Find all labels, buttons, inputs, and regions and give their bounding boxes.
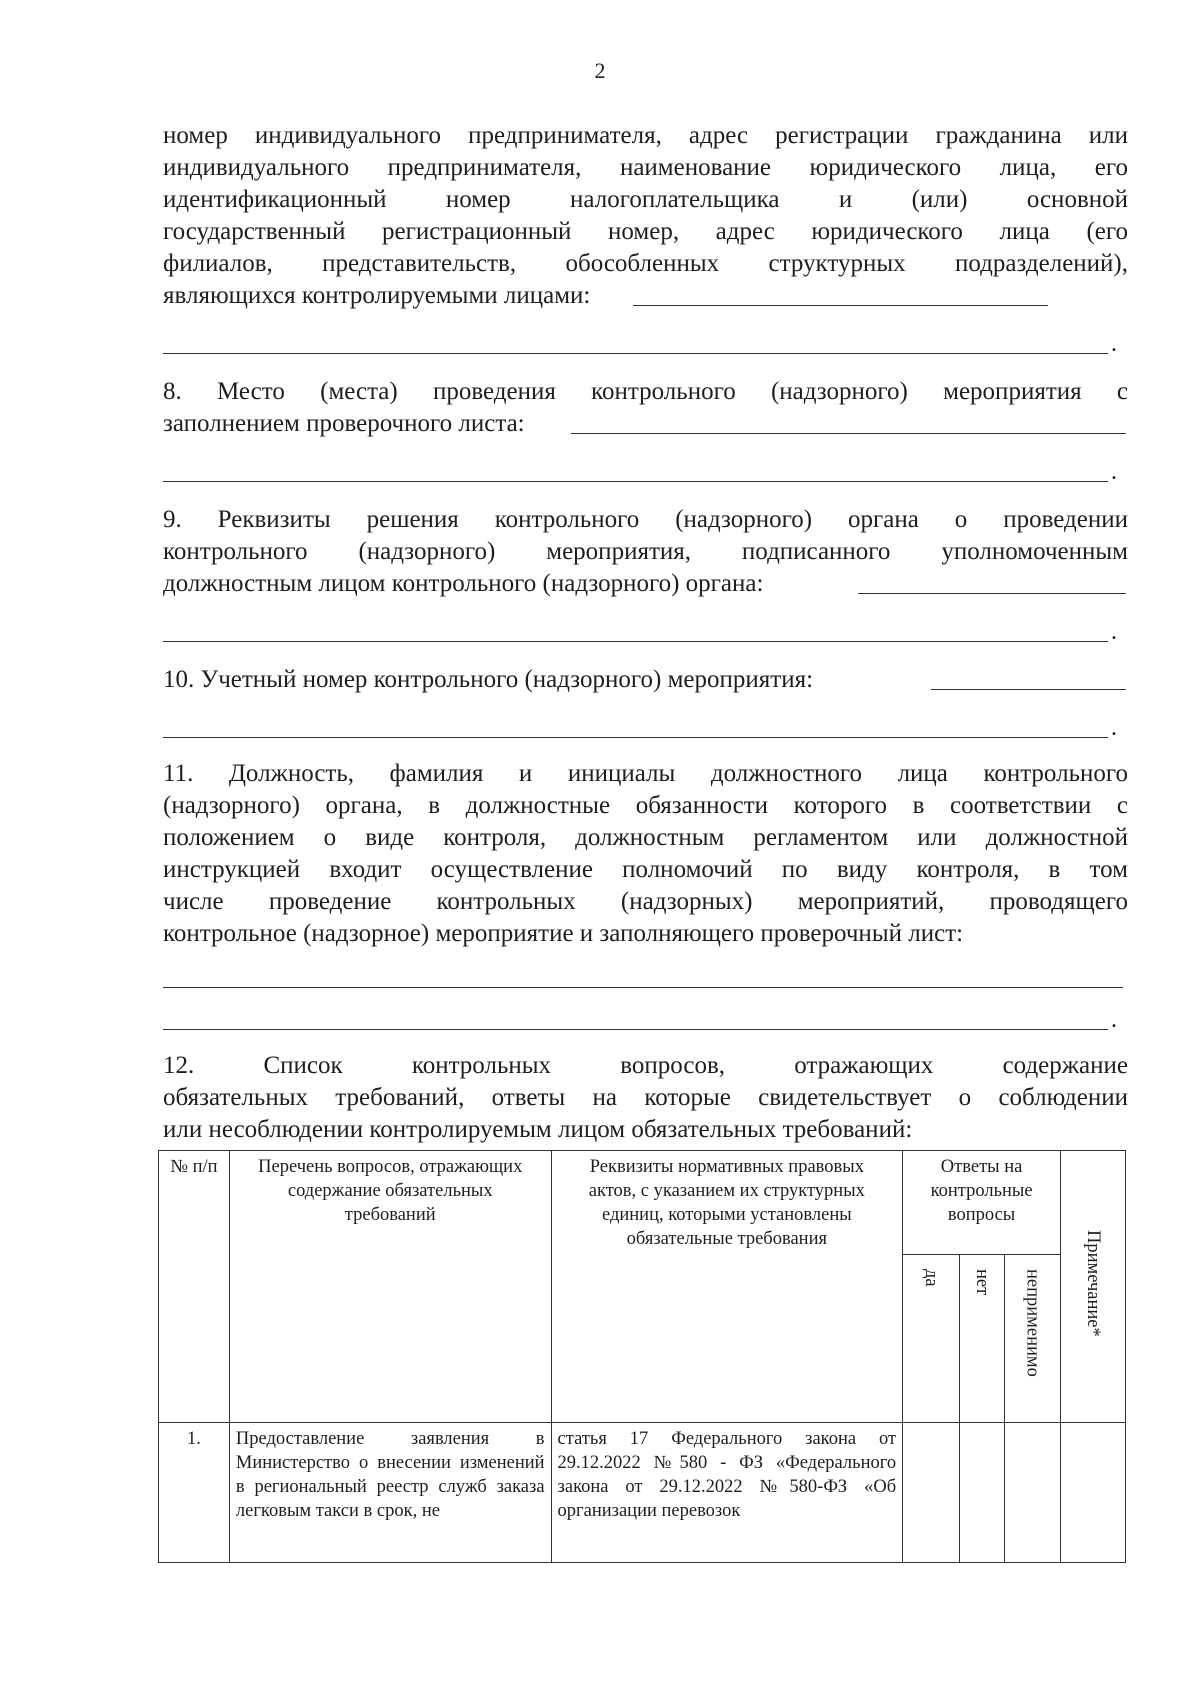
fill-line[interactable] xyxy=(931,689,1126,690)
blank-line[interactable]: . xyxy=(163,612,1128,646)
answer-na-cell[interactable] xyxy=(1005,1423,1061,1563)
section-8-text: 8. Место (места) проведения контрольного (надзорного) мероприятия с xyxy=(163,378,1128,405)
section-8 xyxy=(163,376,1128,486)
document-body xyxy=(163,120,1128,1146)
section-12-text: обязательных требований, ответы на которые свидетельствует о соблюдении xyxy=(163,1084,1128,1111)
section-11-text: 11. Должность, фамилия и инициалы должностного лица контрольного xyxy=(163,760,1128,787)
blank-line[interactable]: . xyxy=(163,708,1128,742)
blank-line[interactable]: . xyxy=(163,452,1128,486)
section-9-text: должностным лицом контрольного (надзорного) органа: xyxy=(163,570,764,597)
header-number: № п/п xyxy=(159,1151,230,1423)
note-cell[interactable] xyxy=(1061,1423,1126,1563)
intro-paragraph xyxy=(163,120,1128,358)
header-requisites: Реквизиты нормативных правовых актов, с указанием их структурных единиц, которыми установлены обязательные требования xyxy=(551,1151,903,1423)
section-11-text: положением о виде контроля, должностным регламентом или должностной xyxy=(163,824,1128,851)
section-8-text: заполнением проверочного листа: xyxy=(163,410,525,437)
row-question: Предоставление заявления в Министерство о внесении изменений в региональный реестр служб заказа легковым такси в срок, не xyxy=(229,1423,551,1563)
intro-line: государственный регистрационный номер, адрес юридического лица (его xyxy=(163,218,1128,245)
row-requisite: статья 17 Федерального закона от 29.12.2022 №580 - ФЗ «Федерального закона от 29.12.2022 №580-ФЗ «Об организации перевозок xyxy=(551,1423,903,1563)
blank-line[interactable]: . xyxy=(163,324,1128,358)
intro-line: индивидуального предпринимателя, наименование юридического лица, его xyxy=(163,154,1128,181)
page-number: 2 xyxy=(594,58,606,83)
blank-line[interactable]: . xyxy=(163,1000,1128,1034)
section-11-text: (надзорного) органа, в должностные обязанности которого в соответствии с xyxy=(163,792,1128,819)
section-9-text: контрольного (надзорного) мероприятия, подписанного уполномоченным xyxy=(163,538,1128,565)
header-no: нет xyxy=(960,1255,1005,1423)
section-10 xyxy=(163,664,1128,742)
answer-yes-cell[interactable] xyxy=(903,1423,960,1563)
header-note: Примечание* xyxy=(1061,1151,1126,1423)
header-yes: да xyxy=(903,1255,960,1423)
intro-line: номер индивидуального предпринимателя, адрес регистрации гражданина или xyxy=(163,122,1128,149)
fill-line[interactable] xyxy=(571,433,1126,434)
fill-line[interactable] xyxy=(858,593,1126,594)
header-not-applicable: неприменимо xyxy=(1005,1255,1061,1423)
fill-line[interactable] xyxy=(633,305,1048,306)
section-11 xyxy=(163,758,1128,1034)
table-header-row xyxy=(159,1151,1126,1255)
section-12-text: или несоблюдении контролируемым лицом обязательных требований: xyxy=(163,1116,913,1143)
intro-line: являющихся контролируемыми лицами: xyxy=(163,282,591,309)
section-9 xyxy=(163,504,1128,646)
row-number: 1. xyxy=(159,1423,230,1563)
header-questions: Перечень вопросов, отражающих содержание обязательных требований xyxy=(229,1151,551,1423)
intro-line: филиалов, представительств, обособленных структурных подразделений), xyxy=(163,250,1128,277)
checklist-table xyxy=(158,1150,1126,1563)
section-10-text: 10. Учетный номер контрольного (надзорного) мероприятия: xyxy=(163,666,814,693)
section-11-text: инструкцией входит осуществление полномочий по виду контроля, в том xyxy=(163,856,1128,883)
section-9-text: 9. Реквизиты решения контрольного (надзорного) органа о проведении xyxy=(163,506,1128,533)
table-row xyxy=(159,1423,1126,1563)
header-answers: Ответы на контрольные вопросы xyxy=(903,1151,1061,1255)
section-11-text: числе проведение контрольных (надзорных) мероприятий, проводящего xyxy=(163,888,1128,915)
section-12-text: 12. Список контрольных вопросов, отражающих содержание xyxy=(163,1052,1128,1079)
intro-line: идентификационный номер налогоплательщика и (или) основной xyxy=(163,186,1128,213)
blank-line[interactable] xyxy=(163,958,1128,992)
answer-no-cell[interactable] xyxy=(960,1423,1005,1563)
section-11-text: контрольное (надзорное) мероприятие и заполняющего проверочный лист: xyxy=(163,920,964,947)
section-12 xyxy=(163,1050,1128,1146)
